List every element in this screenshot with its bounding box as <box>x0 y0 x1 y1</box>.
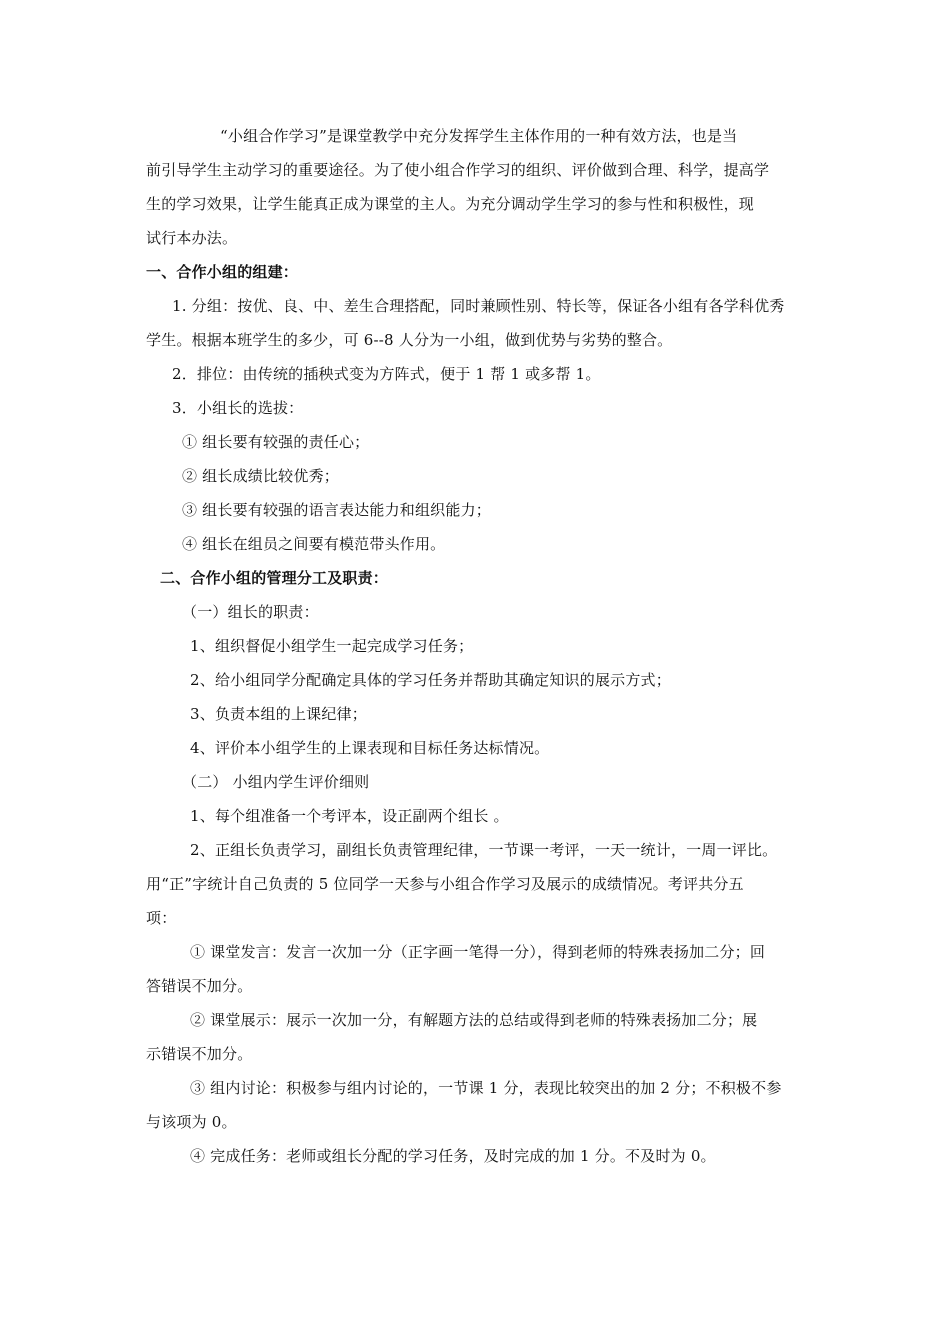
intro-line-1: “小组合作学习”是课堂教学中充分发挥学生主体作用的一种有效方法，也是当 <box>220 127 738 145</box>
score-item-1-line-2: 答错误不加分。 <box>146 977 253 995</box>
criterion-2: ② 组长成绩比较优秀； <box>182 467 339 485</box>
criterion-4: ④ 组长在组员之间要有模范带头作用。 <box>182 535 446 553</box>
score-item-2-line-1: ② 课堂展示：展示一次加一分，有解题方法的总结或得到老师的特殊表扬加二分；展 <box>190 1011 758 1029</box>
subsection-1-title: （一）组长的职责： <box>182 603 319 621</box>
duty-3: 3、负责本组的上课纪律； <box>190 705 367 723</box>
rule-1: 1、每个组准备一个考评本，设正副两个组长 。 <box>190 807 509 825</box>
criterion-1: ① 组长要有较强的责任心； <box>182 433 370 451</box>
score-item-1-line-1: ① 课堂发言：发言一次加一分（正字画一笔得一分），得到老师的特殊表扬加二分；回 <box>190 943 766 961</box>
duty-2: 2、给小组同学分配确定具体的学习任务并帮助其确定知识的展示方式； <box>190 671 671 689</box>
grouping-line-2: 学生。根据本班学生的多少，可 6--8 人分为一小组，做到优势与劣势的整合。 <box>146 331 673 349</box>
section2-heading: 二、合作小组的管理分工及职责： <box>160 569 389 587</box>
rule-2-line-3: 项： <box>146 909 177 927</box>
grouping-line-1: 1. 分组：按优、良、中、差生合理搭配，同时兼顾性别、特长等，保证各小组有各学科优秀 <box>172 297 785 315</box>
score-item-4: ④ 完成任务：老师或组长分配的学习任务，及时完成的加 1 分。不及时为 0。 <box>190 1147 716 1165</box>
score-item-3-line-1: ③ 组内讨论：积极参与组内讨论的，一节课 1 分，表现比较突出的加 2 分；不积极不参 <box>190 1079 782 1097</box>
duty-4: 4、评价本小组学生的上课表现和目标任务达标情况。 <box>190 739 550 757</box>
score-item-3-line-2: 与该项为 0。 <box>146 1113 237 1131</box>
intro-line-4: 试行本办法。 <box>146 229 238 247</box>
intro-line-2: 前引导学生主动学习的重要途径。为了使小组合作学习的组织、评价做到合理、科学，提高学 <box>146 161 770 179</box>
intro-line-3: 生的学习效果，让学生能真正成为课堂的主人。为充分调动学生学习的参与性和积极性，现 <box>146 195 755 213</box>
section1-heading: 一、合作小组的组建： <box>146 263 299 281</box>
rule-2-line-1: 2、正组长负责学习，副组长负责管理纪律，一节课一考评，一天一统计，一周一评比。 <box>190 841 778 859</box>
duty-1: 1、组织督促小组学生一起完成学习任务； <box>190 637 474 655</box>
leader-selection-item: 3．小组长的选拔： <box>172 399 304 417</box>
score-item-2-line-2: 示错误不加分。 <box>146 1045 253 1063</box>
criterion-3: ③ 组长要有较强的语言表达能力和组织能力； <box>182 501 491 519</box>
rule-2-line-2: 用“正”字统计自己负责的 5 位同学一天参与小组合作学习及展示的成绩情况。考评共分五 <box>146 875 744 893</box>
subsection-2-title: （二） 小组内学生评价细则 <box>182 773 370 791</box>
seating-item: 2．排位：由传统的插秧式变为方阵式，便于 1 帮 1 或多帮 1。 <box>172 365 601 383</box>
